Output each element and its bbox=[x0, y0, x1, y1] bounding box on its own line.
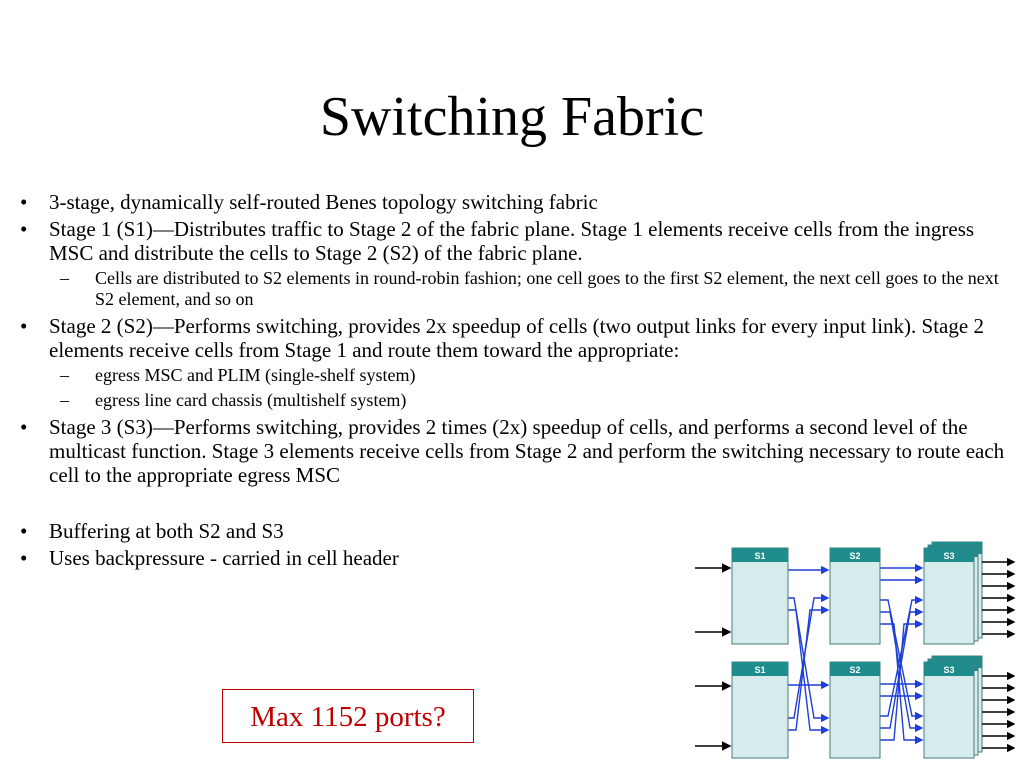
s2-label: S2 bbox=[849, 551, 861, 561]
bullet-marker: • bbox=[20, 217, 28, 241]
bullet-marker: • bbox=[20, 546, 28, 570]
bullet-text: Uses backpressure - carried in cell header bbox=[49, 546, 399, 570]
s1-s2-links bbox=[788, 570, 828, 730]
s2-label: S2 bbox=[849, 665, 861, 675]
bullet-text: Stage 3 (S3)—Performs switching, provides 2 times (2x) speedup of cells, and performs a second level of the multicast function. Stage 3 elements receive cells from Stage 2 and perform the switching necessary to route each cell to the appropriate egress MSC bbox=[49, 415, 1005, 487]
slide-title: Switching Fabric bbox=[319, 86, 705, 148]
egress-arrows bbox=[982, 562, 1014, 748]
s2-s3-links bbox=[880, 568, 922, 740]
s1-block-top bbox=[732, 548, 788, 644]
s1-label: S1 bbox=[754, 551, 766, 561]
s3-block-bottom bbox=[924, 656, 982, 758]
bullet-text: Buffering at both S2 and S3 bbox=[49, 519, 284, 543]
benes-fabric-diagram bbox=[690, 540, 1020, 768]
dash-marker: – bbox=[60, 268, 69, 288]
s2-block-bottom bbox=[830, 662, 880, 758]
s1-label: S1 bbox=[754, 665, 766, 675]
bullet-1 bbox=[20, 190, 1015, 214]
bullet-marker: • bbox=[20, 314, 28, 338]
bullet-text: Stage 1 (S1)—Distributes traffic to Stage 2 of the fabric plane. Stage 1 elements receive cells from the ingress MSC and distribute the cells to Stage 2 (S2) of the fabric plane. bbox=[49, 217, 975, 265]
bullet-marker: • bbox=[20, 519, 28, 543]
bullet-list bbox=[20, 190, 1015, 573]
bullet-3 bbox=[20, 314, 1015, 362]
bullet-text: Stage 2 (S2)—Performs switching, provides 2x speedup of cells (two output links for every input link). Stage 2 elements receive cells from Stage 1 and route them toward the appropriate: bbox=[49, 314, 984, 362]
dash-marker: – bbox=[60, 390, 69, 410]
s3-label: S3 bbox=[943, 551, 955, 561]
bullet-4 bbox=[20, 415, 1015, 487]
sub-bullet-3-2 bbox=[20, 390, 1015, 411]
sub-bullet-2-1 bbox=[20, 268, 1015, 310]
bullet-marker: • bbox=[20, 415, 28, 439]
sub-bullet-text: egress line card chassis (multishelf system) bbox=[95, 390, 407, 410]
bullet-marker: • bbox=[20, 190, 28, 214]
sub-bullet-text: egress MSC and PLIM (single-shelf system) bbox=[95, 365, 416, 385]
dash-marker: – bbox=[60, 365, 69, 385]
s1-block-bottom bbox=[732, 662, 788, 758]
sub-bullet-3-1 bbox=[20, 365, 1015, 386]
ingress-arrows bbox=[695, 568, 730, 746]
bullet-text: 3-stage, dynamically self-routed Benes topology switching fabric bbox=[49, 190, 598, 214]
sub-bullet-text: Cells are distributed to S2 elements in round-robin fashion; one cell goes to the first S2 element, the next cell goes to the next S2 element, and so on bbox=[95, 268, 999, 309]
s3-label: S3 bbox=[943, 665, 955, 675]
s2-block-top bbox=[830, 548, 880, 644]
s3-block-top bbox=[924, 542, 982, 644]
bullet-2 bbox=[20, 217, 1015, 265]
max-ports-callout: Max 1152 ports? bbox=[222, 689, 474, 743]
